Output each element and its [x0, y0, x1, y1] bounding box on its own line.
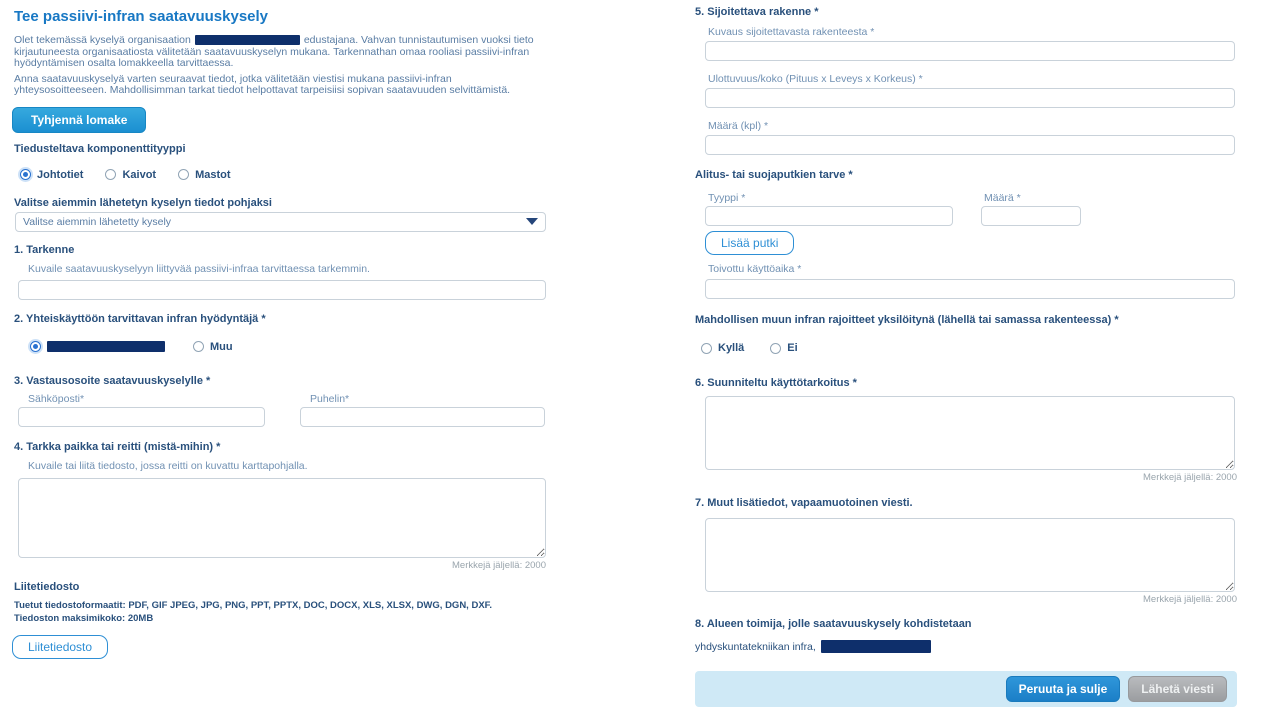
q5-heading: 5. Sijoitettava rakenne *	[695, 6, 819, 18]
q5-size-label: Ulottuvuus/koko (Pituus x Leveys x Korkeus) *	[708, 73, 923, 85]
q2-heading: 2. Yhteiskäyttöön tarvittavan infran hyödyntäjä *	[14, 312, 266, 325]
redacted-organization-name	[195, 35, 300, 45]
q3-phone-group	[300, 393, 545, 427]
intro-paragraph-2: Anna saatavuuskyselyä varten seuraavat tiedot, jotka välitetään viestisi mukana passiivi-infran yhteysosoitteeseen. Mahdollisimman tarkat tiedot helpottavat tarpeisiisi sopivan saatavuuden selvittämistä.	[14, 72, 511, 96]
q3-contact-row	[18, 393, 546, 427]
previous-query-label: Valitse aiemmin lähetetyn kyselyn tiedot pohjaksi	[14, 196, 272, 209]
q1-hint: Kuvaile saatavuuskyselyyn liittyvää passiivi-infraa tarvittaessa tarkemmin.	[28, 262, 370, 275]
radio-ei[interactable]: Ei	[770, 342, 797, 354]
clear-form-button[interactable]: Tyhjennä lomake	[12, 107, 146, 133]
attachment-heading: Liitetiedosto	[14, 580, 80, 593]
q8-target-operator	[695, 640, 1237, 653]
restrictions-radio-group	[701, 342, 1237, 354]
q6-chars-remaining: Merkkejä jäljellä: 2000	[1143, 472, 1237, 483]
q5-desc-label: Kuvaus sijoitettavasta rakenteesta *	[708, 26, 875, 38]
attachment-button[interactable]: Liitetiedosto	[12, 635, 108, 659]
left-column	[14, 6, 546, 659]
previous-query-selected-value: Valitse aiemmin lähetetty kysely	[23, 215, 172, 228]
radio-unselected-icon	[770, 343, 781, 354]
radio-unselected-icon	[193, 341, 204, 352]
email-input[interactable]	[18, 407, 265, 427]
radio-muu[interactable]: Muu	[193, 341, 233, 353]
component-type-label: Tiedusteltava komponenttityyppi	[14, 142, 186, 155]
pipe-amount-input[interactable]	[981, 206, 1081, 226]
radio-unselected-icon	[178, 169, 189, 180]
q7-message-textarea[interactable]	[705, 518, 1235, 592]
page-title: Tee passiivi-infran saatavuuskysely	[14, 8, 269, 25]
duration-label: Toivottu käyttöaika *	[708, 263, 802, 275]
radio-selected-icon	[30, 341, 41, 352]
radio-organization-redacted[interactable]	[30, 341, 165, 352]
phone-input[interactable]	[300, 407, 545, 427]
q5-amount-input[interactable]	[705, 135, 1235, 155]
q4-heading: 4. Tarkka paikka tai reitti (mistä-mihin) *	[14, 440, 221, 453]
pipe-type-input[interactable]	[705, 206, 953, 226]
radio-mastot[interactable]: Mastot	[178, 169, 230, 181]
right-column	[695, 2, 1237, 707]
attachment-formats-line1: Tuetut tiedostoformaatit: PDF, GIF JPEG, JPG, PNG, PPT, PPTX, DOC, DOCX, XLS, XLSX, DWG, DGN, DXF.	[14, 599, 493, 611]
intro-1-pre: Olet tekemässä kyselyä organisaation	[14, 34, 191, 46]
cancel-and-close-button[interactable]: Peruuta ja sulje	[1006, 676, 1121, 702]
q3-email-group	[18, 393, 265, 427]
q2-radio-group	[30, 341, 546, 353]
q6-purpose-textarea[interactable]	[705, 396, 1235, 470]
q7-heading: 7. Muut lisätiedot, vapaamuotoinen viesti.	[695, 497, 913, 509]
intro-1-post: edustajana. Vahvan tunnistautumisen vuoksi tieto kirjautuneesta organisaatiosta välitetään saatavuuskyselyn mukana. Tarkennathan omaa rooliasi passiivi-infran hyödyntämisen osalta lomakkeella tarvittaessa.	[14, 34, 534, 69]
q8-heading: 8. Alueen toimija, jolle saatavuuskysely kohdistetaan	[695, 618, 972, 630]
send-message-button[interactable]: Lähetä viesti	[1128, 676, 1227, 702]
q1-heading: 1. Tarkenne	[14, 243, 75, 256]
redacted-operator-name	[821, 640, 931, 653]
add-pipe-button[interactable]: Lisää putki	[705, 231, 794, 255]
q6-heading: 6. Suunniteltu käyttötarkoitus *	[695, 377, 857, 389]
q3-heading: 3. Vastausosoite saatavuuskyselylle *	[14, 374, 211, 387]
radio-selected-icon	[20, 169, 31, 180]
email-label: Sähköposti*	[28, 392, 85, 405]
q7-chars-remaining: Merkkejä jäljellä: 2000	[1143, 594, 1237, 605]
pipe-amount-label: Määrä *	[984, 192, 1021, 204]
component-type-radio-group	[20, 169, 546, 181]
redacted-organization-option	[47, 341, 165, 352]
q4-route-textarea[interactable]	[18, 478, 546, 558]
dropdown-arrow-icon	[526, 218, 538, 225]
q5-amount-label: Määrä (kpl) *	[708, 120, 769, 132]
intro-paragraph-1	[14, 35, 546, 70]
q4-hint: Kuvaile tai liitä tiedosto, jossa reitti on kuvattu karttapohjalla.	[28, 459, 308, 472]
q8-value-prefix: yhdyskuntatekniikan infra,	[695, 640, 816, 653]
attachment-formats-line2: Tiedoston maksimikoko: 20MB	[14, 612, 154, 624]
attachment-formats	[14, 599, 546, 625]
pipe-type-group	[705, 192, 953, 226]
radio-unselected-icon	[701, 343, 712, 354]
phone-label: Puhelin*	[310, 392, 350, 405]
radio-kaivot[interactable]: Kaivot	[105, 169, 156, 181]
pipes-row	[705, 192, 1237, 226]
duration-input[interactable]	[705, 279, 1235, 299]
radio-johtotiet[interactable]: Johtotiet	[20, 169, 83, 181]
radio-unselected-icon	[105, 169, 116, 180]
q4-chars-remaining: Merkkejä jäljellä: 2000	[452, 559, 546, 571]
previous-query-select[interactable]	[15, 212, 546, 232]
q5-size-input[interactable]	[705, 88, 1235, 108]
pipe-amount-group	[981, 192, 1081, 226]
q5-desc-input[interactable]	[705, 41, 1235, 61]
restrictions-heading: Mahdollisen muun infran rajoitteet yksilöitynä (lähellä tai samassa rakenteessa) *	[695, 314, 1119, 326]
radio-kylla[interactable]: Kyllä	[701, 342, 744, 354]
q1-tarkenne-input[interactable]	[18, 280, 546, 300]
pipe-type-label: Tyyppi *	[708, 192, 746, 204]
pipes-heading: Alitus- tai suojaputkien tarve *	[695, 169, 853, 181]
footer-action-bar	[695, 671, 1237, 707]
